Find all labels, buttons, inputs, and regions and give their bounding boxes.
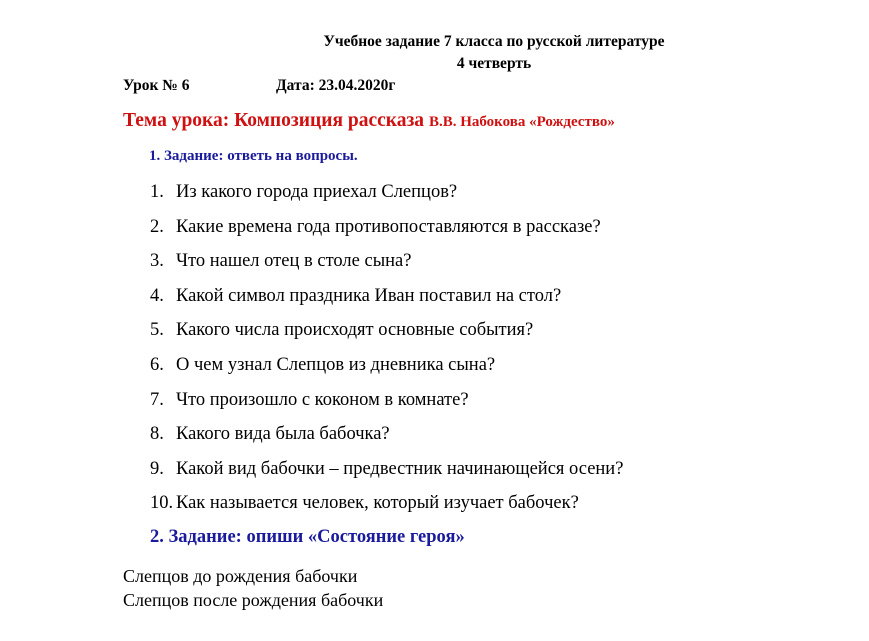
quarter-label: 4 четверть — [456, 55, 532, 72]
task2-title: 2. Задание: опиши «Состояние героя» — [150, 527, 465, 547]
question-item — [150, 386, 623, 421]
topic-author-work: В.В. Набокова «Рождество» — [428, 114, 615, 130]
question-item — [150, 213, 623, 248]
question-text: О чем узнал Слепцов из дневника сына? — [176, 354, 496, 375]
question-item — [150, 351, 623, 386]
question-number: 4. — [150, 285, 164, 306]
question-number: 3. — [150, 251, 164, 272]
lesson-topic — [123, 110, 615, 132]
document-title: Учебное задание 7 класса по русской литературе — [323, 33, 665, 50]
question-item — [150, 178, 623, 213]
question-text: Какие времена года противопоставляются в рассказе? — [176, 216, 601, 237]
topic-label: Тема урока: Композиция рассказа — [123, 110, 429, 131]
question-text: Какой вид бабочки – предвестник начинающейся осени? — [176, 458, 624, 479]
question-text: Какого вида была бабочка? — [176, 424, 390, 445]
question-number: 2. — [150, 216, 164, 237]
lesson-date: Дата: 23.04.2020г — [276, 77, 396, 94]
question-item — [150, 420, 623, 455]
question-number: 8. — [150, 424, 164, 445]
question-text: Что нашел отец в столе сына? — [176, 251, 412, 272]
question-text: Что произошло с коконом в комнате? — [176, 389, 469, 410]
question-item — [150, 282, 623, 317]
question-list — [150, 178, 623, 524]
question-text: Какой символ праздника Иван поставил на стол? — [176, 285, 562, 306]
question-text: Как называется человек, который изучает бабочек? — [176, 493, 579, 514]
hero-state-before: Слепцов до рождения бабочки — [123, 566, 358, 586]
question-number: 5. — [150, 320, 164, 341]
lesson-number: Урок № 6 — [123, 77, 190, 94]
question-item — [150, 247, 623, 282]
question-item — [150, 489, 623, 524]
hero-state-after: Слепцов после рождения бабочки — [123, 590, 384, 610]
question-number: 6. — [150, 354, 164, 375]
question-number: 1. — [150, 182, 164, 202]
question-text: Из какого города приехал Слепцов? — [176, 182, 458, 202]
question-number: 7. — [150, 389, 164, 410]
question-number: 10. — [150, 493, 174, 514]
question-item — [150, 455, 623, 490]
question-text: Какого числа происходят основные события? — [176, 320, 534, 341]
question-item — [150, 316, 623, 351]
task1-title: 1. Задание: ответь на вопросы. — [149, 148, 358, 164]
question-number: 9. — [150, 458, 164, 479]
